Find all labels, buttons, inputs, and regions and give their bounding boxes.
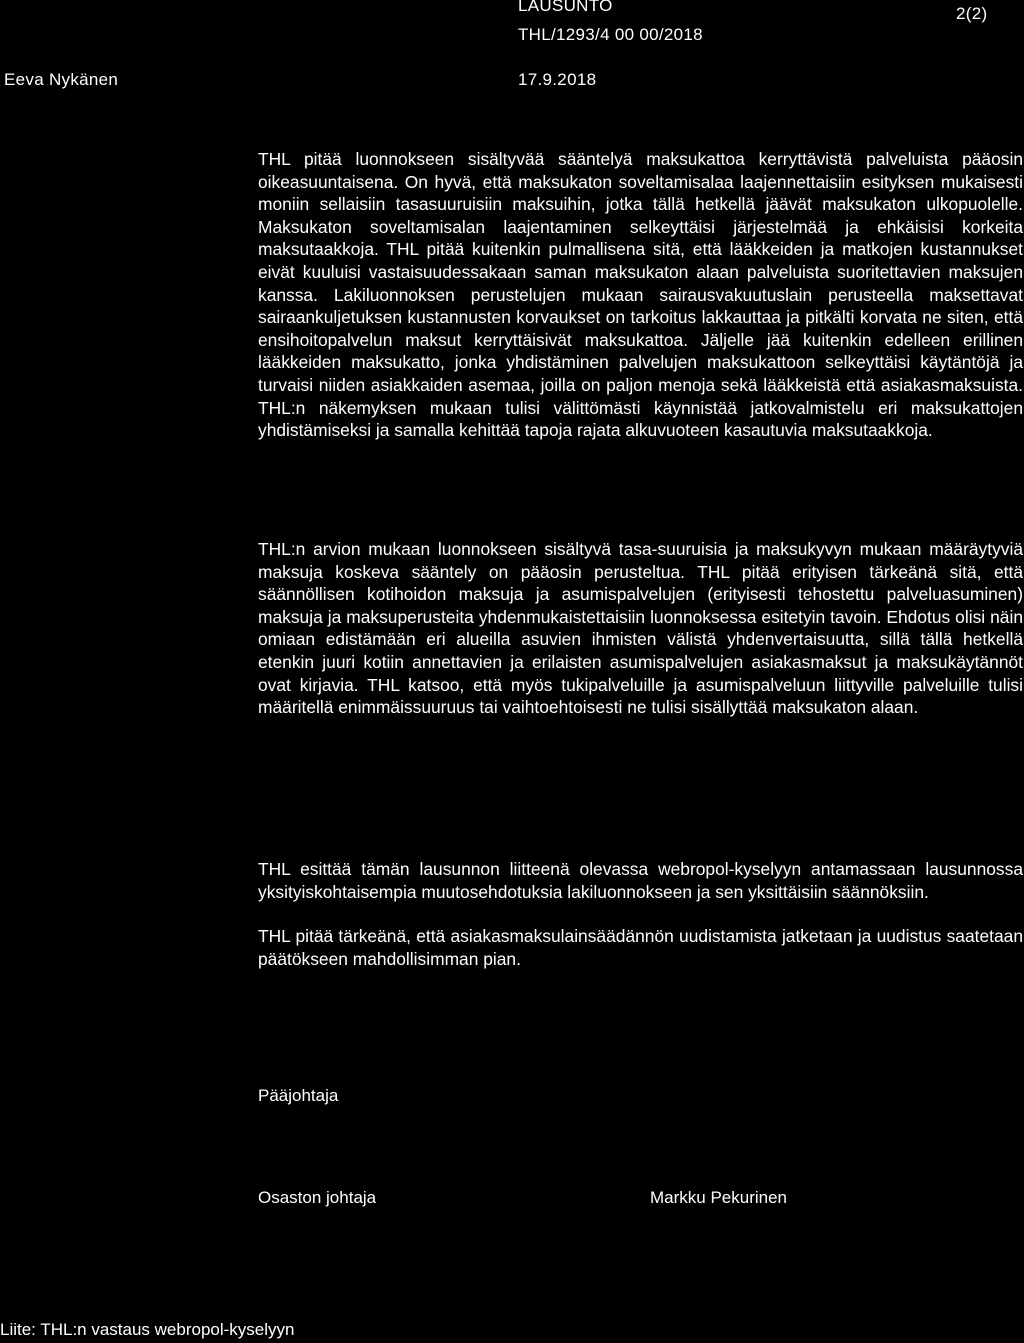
page-number: 2(2)	[956, 4, 988, 23]
signature-name-department-head: Markku Pekurinen	[650, 1188, 788, 1207]
paragraph-3: THL esittää tämän lausunnon liitteenä olevassa webropol-kyselyyn antamassaan lausunnossa yksityiskohtaisempia muutosehdotuksia lakiluonnokseen ja sen yksittäisiin säännöksiin.	[258, 859, 1023, 902]
author-name: Eeva Nykänen	[4, 70, 119, 89]
attachment-note: Liite: THL:n vastaus webropol-kyselyyn	[0, 1320, 295, 1339]
paragraph-2: THL:n arvion mukaan luonnokseen sisältyvä tasa-suuruisia ja maksukyvyn mukaan määräytyviä maksuja koskeva sääntely on pääosin perusteltua. THL pitää erityisen tärkeänä sitä, että säännöllisen kotihoidon maksuja ja asumispalvelujen (erityisesti tehostettu palveluasuminen) maksuja ja maksuperusteita yhdenmukaistettaisiin luonnoksessa esitetyin tavoin. Ehdotus olisi näin omiaan edistämään eri alueilla asuvien ihmisten välistä yhdenvertaisuutta, sillä tällä hetkellä etenkin juuri kotiin annettavien ja erilaisten asumispalvelujen asiakasmaksut ja maksukäytännöt ovat kirjavia. THL katsoo, että myös tukipalveluille ja asumispalveluun liittyville palveluille tulisi määritellä enimmäissuuruus tai vaihtoehtoisesti ne tulisi sisällyttää maksukaton alaan.	[258, 539, 1023, 718]
signature-title-director-general: Pääjohtaja	[258, 1086, 339, 1105]
signature-title-department-head: Osaston johtaja	[258, 1188, 377, 1207]
document-type: LAUSUNTO	[518, 0, 613, 15]
paragraph-1: THL pitää luonnokseen sisältyvää sääntelyä maksukattoa kerryttävistä palveluista pääosin oikeasuuntaisena. On hyvä, että maksukaton soveltamisalaa laajennettaisiin esityksen mukaisesti moniin sellaisiin tasasuuruisiin maksuihin, jotka tällä hetkellä jäävät maksukaton ulkopuolelle. Maksukaton soveltamisalan laajentaminen selkeyttäisi järjestelmää ja ehkäisisi korkeita maksutaakkoja. THL pitää kuitenkin pulmallisena sitä, että lääkkeiden ja matkojen kustannukset eivät kuuluisi vastaisuudessakaan saman maksukaton alaan palveluista suoritettavien maksujen kanssa. Lakiluonnoksen perustelujen mukaan sairausvakuutuslain perusteella maksettavat sairaankuljetuksen kustannusten korvaukset on tarkoitus lakkauttaa ja pitkälti korvata ne siten, että ensihoitopalvelun maksut kerryttäisivät maksukattoa. Jäljelle jää kuitenkin edelleen erillinen lääkkeiden maksukatto, jonka yhdistäminen palvelujen maksukattoon selkeyttäisi käytäntöjä ja turvaisi niiden asiakkaiden asemaa, joilla on paljon menoja sekä lääkkeistä että asiakasmaksuista. THL:n näkemyksen mukaan tulisi välittömästi käynnistää jatkovalmistelu eri maksukattojen yhdistämiseksi ja samalla kehittää tapoja rajata alkuvuoteen kasautuvia maksutaakkoja.	[258, 149, 1023, 441]
reference-number: THL/1293/4 00 00/2018	[518, 25, 703, 44]
document-date: 17.9.2018	[518, 70, 597, 89]
paragraph-4: THL pitää tärkeänä, että asiakasmaksulainsäädännön uudistamista jatketaan ja uudistus saatetaan päätökseen mahdollisimman pian.	[258, 926, 1023, 969]
